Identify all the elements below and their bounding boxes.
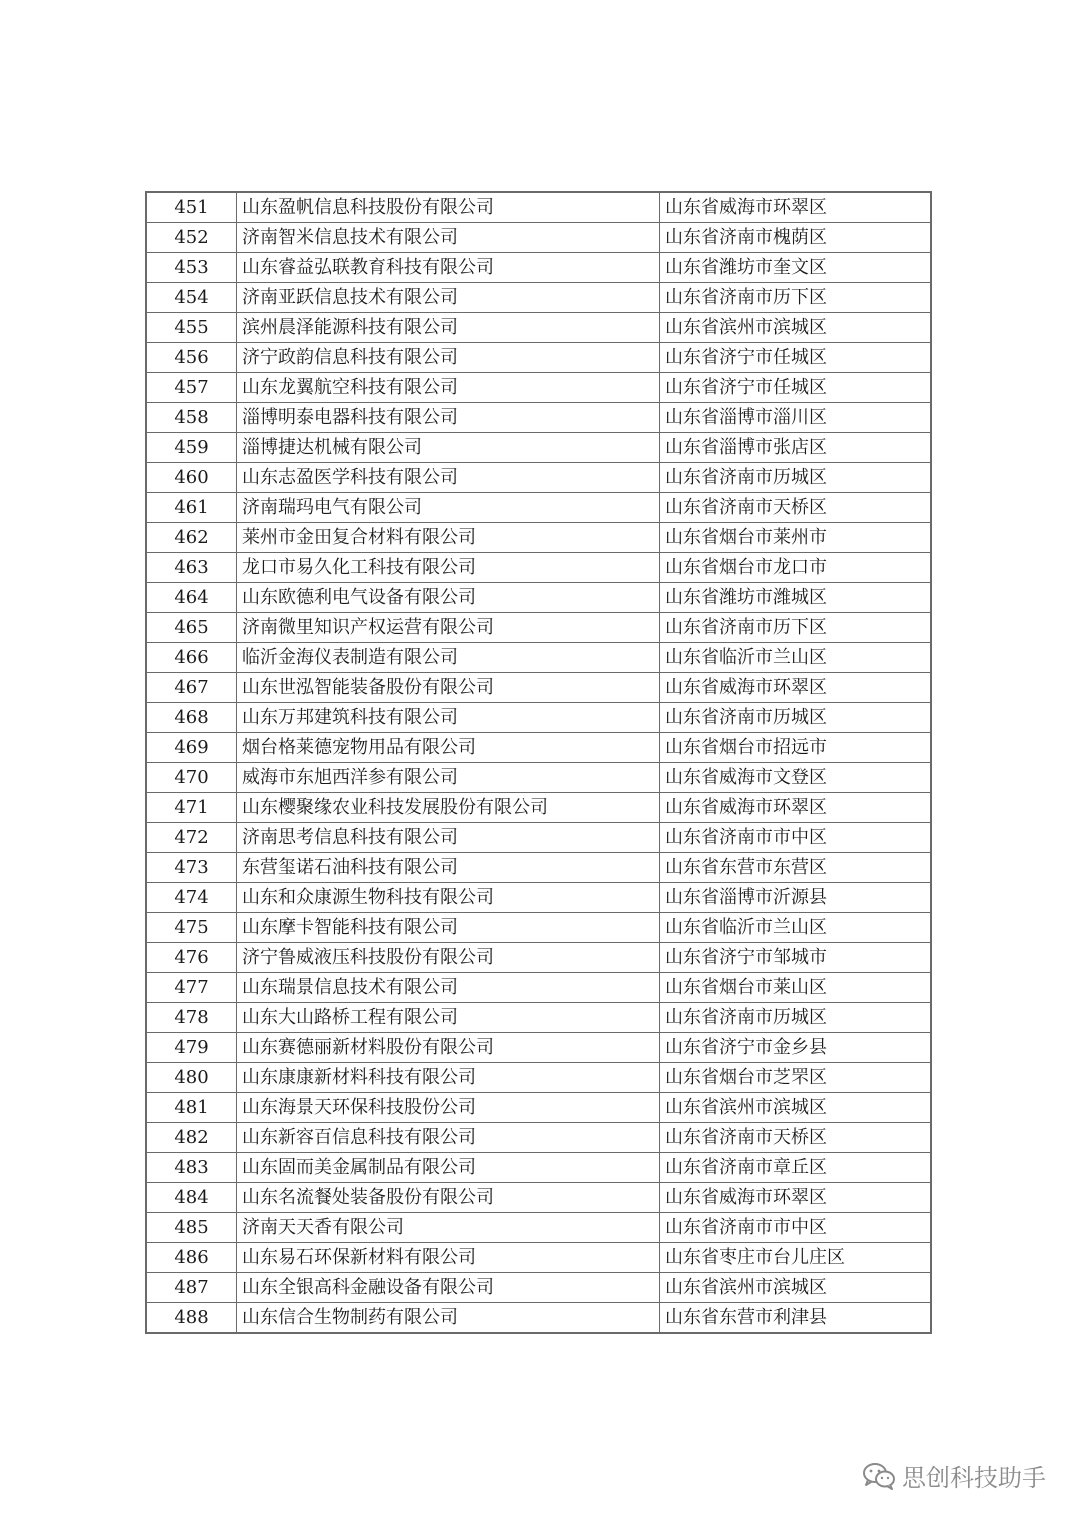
company-name: 龙口市易久化工科技有限公司 xyxy=(237,553,660,583)
company-name: 淄博捷达机械有限公司 xyxy=(237,433,660,463)
company-name: 济宁鲁威液压科技股份有限公司 xyxy=(237,943,660,973)
row-number: 452 xyxy=(146,223,237,253)
row-number: 480 xyxy=(146,1063,237,1093)
company-location: 山东省济南市章丘区 xyxy=(660,1153,932,1183)
table-row xyxy=(146,523,931,553)
table-row xyxy=(146,223,931,253)
company-name: 滨州晨泽能源科技有限公司 xyxy=(237,313,660,343)
company-name: 临沂金海仪表制造有限公司 xyxy=(237,643,660,673)
company-name: 山东全银高科金融设备有限公司 xyxy=(237,1273,660,1303)
company-location: 山东省烟台市莱州市 xyxy=(660,523,932,553)
table-row xyxy=(146,793,931,823)
company-location: 山东省济南市天桥区 xyxy=(660,1123,932,1153)
table-row xyxy=(146,343,931,373)
company-location: 山东省济宁市任城区 xyxy=(660,343,932,373)
company-location: 山东省济南市历城区 xyxy=(660,1003,932,1033)
company-location: 山东省济南市天桥区 xyxy=(660,493,932,523)
table-row xyxy=(146,943,931,973)
company-name: 山东和众康源生物科技有限公司 xyxy=(237,883,660,913)
row-number: 458 xyxy=(146,403,237,433)
company-name: 山东新容百信息科技有限公司 xyxy=(237,1123,660,1153)
table-row xyxy=(146,913,931,943)
company-name: 山东海景天环保科技股份公司 xyxy=(237,1093,660,1123)
row-number: 468 xyxy=(146,703,237,733)
row-number: 476 xyxy=(146,943,237,973)
company-name: 济南亚跃信息技术有限公司 xyxy=(237,283,660,313)
company-location: 山东省淄博市沂源县 xyxy=(660,883,932,913)
table-row xyxy=(146,1183,931,1213)
row-number: 464 xyxy=(146,583,237,613)
company-location: 山东省济南市历下区 xyxy=(660,283,932,313)
watermark xyxy=(862,1458,1046,1493)
company-location: 山东省威海市环翠区 xyxy=(660,192,932,223)
company-location: 山东省烟台市招远市 xyxy=(660,733,932,763)
row-number: 451 xyxy=(146,192,237,223)
table-row xyxy=(146,253,931,283)
row-number: 455 xyxy=(146,313,237,343)
company-location: 山东省济南市历城区 xyxy=(660,703,932,733)
company-location: 山东省济宁市金乡县 xyxy=(660,1033,932,1063)
table-row xyxy=(146,613,931,643)
company-name: 山东大山路桥工程有限公司 xyxy=(237,1003,660,1033)
company-location: 山东省济南市历下区 xyxy=(660,613,932,643)
table-row xyxy=(146,1273,931,1303)
company-list-table xyxy=(145,191,932,1334)
row-number: 487 xyxy=(146,1273,237,1303)
company-name: 山东易石环保新材料有限公司 xyxy=(237,1243,660,1273)
table-row xyxy=(146,463,931,493)
row-number: 472 xyxy=(146,823,237,853)
table-row xyxy=(146,1093,931,1123)
table-row xyxy=(146,673,931,703)
company-name: 山东樱聚缘农业科技发展股份有限公司 xyxy=(237,793,660,823)
row-number: 479 xyxy=(146,1033,237,1063)
row-number: 454 xyxy=(146,283,237,313)
company-location: 山东省潍坊市奎文区 xyxy=(660,253,932,283)
company-location: 山东省淄博市张店区 xyxy=(660,433,932,463)
company-name: 山东志盈医学科技有限公司 xyxy=(237,463,660,493)
company-name: 山东摩卡智能科技有限公司 xyxy=(237,913,660,943)
company-name: 山东瑞景信息技术有限公司 xyxy=(237,973,660,1003)
row-number: 483 xyxy=(146,1153,237,1183)
company-name: 山东康康新材料科技有限公司 xyxy=(237,1063,660,1093)
row-number: 453 xyxy=(146,253,237,283)
table-row xyxy=(146,283,931,313)
row-number: 470 xyxy=(146,763,237,793)
table-row xyxy=(146,373,931,403)
company-name: 济南思考信息科技有限公司 xyxy=(237,823,660,853)
table-row xyxy=(146,1063,931,1093)
table-row xyxy=(146,553,931,583)
table-row xyxy=(146,583,931,613)
row-number: 467 xyxy=(146,673,237,703)
company-location: 山东省威海市环翠区 xyxy=(660,1183,932,1213)
company-name: 山东睿益弘联教育科技有限公司 xyxy=(237,253,660,283)
row-number: 484 xyxy=(146,1183,237,1213)
table-row xyxy=(146,493,931,523)
table-row xyxy=(146,1003,931,1033)
company-location: 山东省烟台市龙口市 xyxy=(660,553,932,583)
table-row xyxy=(146,192,931,223)
company-name: 东营玺诺石油科技有限公司 xyxy=(237,853,660,883)
table-row xyxy=(146,1153,931,1183)
company-location: 山东省威海市环翠区 xyxy=(660,673,932,703)
row-number: 469 xyxy=(146,733,237,763)
company-name: 济南智米信息技术有限公司 xyxy=(237,223,660,253)
row-number: 473 xyxy=(146,853,237,883)
company-location: 山东省济宁市任城区 xyxy=(660,373,932,403)
company-location: 山东省滨州市滨城区 xyxy=(660,1273,932,1303)
company-location: 山东省临沂市兰山区 xyxy=(660,913,932,943)
watermark-text: 思创科技助手 xyxy=(902,1464,1046,1492)
row-number: 481 xyxy=(146,1093,237,1123)
table-row xyxy=(146,1243,931,1273)
row-number: 460 xyxy=(146,463,237,493)
company-name: 淄博明泰电器科技有限公司 xyxy=(237,403,660,433)
company-location: 山东省烟台市芝罘区 xyxy=(660,1063,932,1093)
table-row xyxy=(146,1123,931,1153)
company-location: 山东省淄博市淄川区 xyxy=(660,403,932,433)
company-name: 莱州市金田复合材料有限公司 xyxy=(237,523,660,553)
company-location: 山东省济南市历城区 xyxy=(660,463,932,493)
company-name: 山东固而美金属制品有限公司 xyxy=(237,1153,660,1183)
row-number: 465 xyxy=(146,613,237,643)
row-number: 478 xyxy=(146,1003,237,1033)
row-number: 461 xyxy=(146,493,237,523)
table-row xyxy=(146,403,931,433)
company-name: 济南瑞玛电气有限公司 xyxy=(237,493,660,523)
row-number: 488 xyxy=(146,1303,237,1334)
company-location: 山东省临沂市兰山区 xyxy=(660,643,932,673)
table-body xyxy=(146,192,931,1333)
company-location: 山东省滨州市滨城区 xyxy=(660,313,932,343)
company-location: 山东省枣庄市台儿庄区 xyxy=(660,1243,932,1273)
table-row xyxy=(146,313,931,343)
company-name: 山东信合生物制药有限公司 xyxy=(237,1303,660,1334)
company-name: 济宁政韵信息科技有限公司 xyxy=(237,343,660,373)
row-number: 459 xyxy=(146,433,237,463)
row-number: 456 xyxy=(146,343,237,373)
table-row xyxy=(146,1033,931,1063)
company-name: 威海市东旭西洋参有限公司 xyxy=(237,763,660,793)
row-number: 474 xyxy=(146,883,237,913)
company-location: 山东省威海市环翠区 xyxy=(660,793,932,823)
table-row xyxy=(146,883,931,913)
company-name: 山东盈帆信息科技股份有限公司 xyxy=(237,192,660,223)
table-row xyxy=(146,1303,931,1334)
row-number: 471 xyxy=(146,793,237,823)
row-number: 463 xyxy=(146,553,237,583)
table-row xyxy=(146,853,931,883)
company-location: 山东省济南市市中区 xyxy=(660,823,932,853)
company-name: 山东龙翼航空科技有限公司 xyxy=(237,373,660,403)
table-row xyxy=(146,733,931,763)
company-location: 山东省济南市槐荫区 xyxy=(660,223,932,253)
company-name: 山东欧德利电气设备有限公司 xyxy=(237,583,660,613)
row-number: 462 xyxy=(146,523,237,553)
company-location: 山东省济宁市邹城市 xyxy=(660,943,932,973)
company-name: 山东名流餐处装备股份有限公司 xyxy=(237,1183,660,1213)
table-row xyxy=(146,643,931,673)
company-name: 济南天天香有限公司 xyxy=(237,1213,660,1243)
table-row xyxy=(146,763,931,793)
table-row xyxy=(146,703,931,733)
company-location: 山东省烟台市莱山区 xyxy=(660,973,932,1003)
company-name: 山东赛德丽新材料股份有限公司 xyxy=(237,1033,660,1063)
company-location: 山东省滨州市滨城区 xyxy=(660,1093,932,1123)
wechat-icon xyxy=(862,1462,896,1490)
company-name: 济南微里知识产权运营有限公司 xyxy=(237,613,660,643)
company-name: 山东世泓智能装备股份有限公司 xyxy=(237,673,660,703)
row-number: 457 xyxy=(146,373,237,403)
row-number: 485 xyxy=(146,1213,237,1243)
company-location: 山东省威海市文登区 xyxy=(660,763,932,793)
company-location: 山东省东营市利津县 xyxy=(660,1303,932,1334)
row-number: 482 xyxy=(146,1123,237,1153)
company-location: 山东省济南市市中区 xyxy=(660,1213,932,1243)
row-number: 475 xyxy=(146,913,237,943)
row-number: 466 xyxy=(146,643,237,673)
table-row xyxy=(146,973,931,1003)
table-row xyxy=(146,1213,931,1243)
company-name: 山东万邦建筑科技有限公司 xyxy=(237,703,660,733)
table-row xyxy=(146,433,931,463)
table-row xyxy=(146,823,931,853)
company-location: 山东省潍坊市潍城区 xyxy=(660,583,932,613)
company-location: 山东省东营市东营区 xyxy=(660,853,932,883)
row-number: 486 xyxy=(146,1243,237,1273)
row-number: 477 xyxy=(146,973,237,1003)
company-name: 烟台格莱德宠物用品有限公司 xyxy=(237,733,660,763)
